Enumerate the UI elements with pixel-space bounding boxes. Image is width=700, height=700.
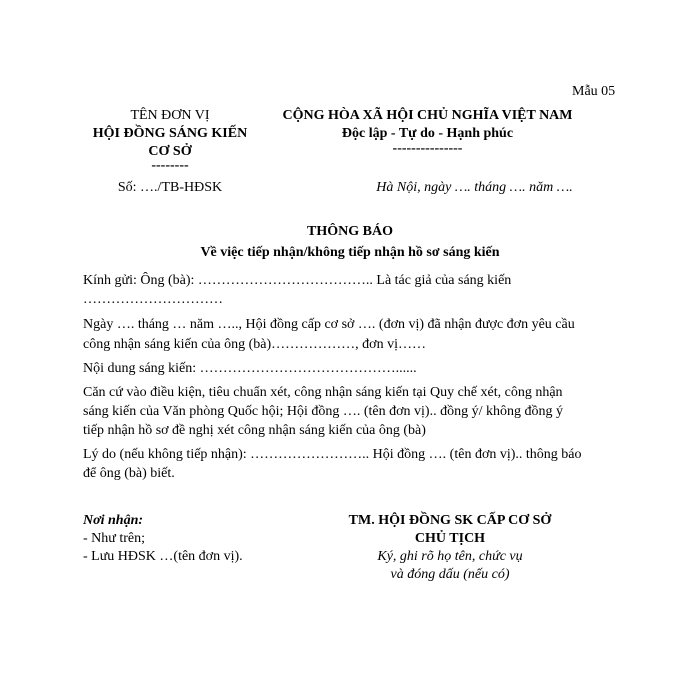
recipients-heading: Nơi nhận: (83, 513, 144, 528)
reason-paragraph-line2: để ông (bà) biết. (83, 466, 175, 481)
basis-paragraph-line1: Căn cứ vào điều kiện, tiêu chuẩn xét, công nhận sáng kiến tại Quy chế xét, công nhận (83, 385, 563, 400)
salutation-line: Kính gửi: Ông (bà): ……………………………….. Là tác giả của sáng kiến (83, 273, 512, 288)
recipient-item: - Lưu HĐSK …(tên đơn vị). (83, 549, 243, 564)
signature-instruction-2: và đóng dấu (nếu có) (390, 567, 510, 582)
form-code: Mẫu 05 (572, 84, 616, 99)
basis-paragraph-line2: sáng kiến của Văn phòng Quốc hội; Hội đồng …. (tên đơn vị).. đồng ý/ không đồng ý (83, 404, 563, 419)
signature-instruction: Ký, ghi rõ họ tên, chức vụ (377, 549, 523, 564)
unit-name: TÊN ĐƠN VỊ (130, 108, 210, 123)
receipt-paragraph-line1: Ngày …. tháng … năm ….., Hội đồng cấp cơ sở …. (đơn vị) đã nhận được đơn yêu cầu (83, 317, 575, 332)
council-name-line2: CƠ SỞ (148, 144, 192, 159)
document-title: THÔNG BÁO (307, 224, 393, 239)
republic-heading: CỘNG HÒA XÃ HỘI CHỦ NGHĨA VIỆT NAM (282, 108, 573, 123)
national-motto: Độc lập - Tự do - Hạnh phúc (341, 126, 514, 141)
initiative-content-line: Nội dung sáng kiến: ……………………………………...... (83, 361, 417, 376)
signature-org: TM. HỘI ĐỒNG SK CẤP CƠ SỞ (348, 513, 552, 528)
recipient-item: - Như trên; (83, 531, 146, 546)
right-separator: --------------- (392, 141, 463, 156)
basis-paragraph-line3: tiếp nhận hồ sơ đề nghị xét công nhận sáng kiến của ông (bà) (83, 423, 426, 438)
reason-paragraph-line1: Lý do (nếu không tiếp nhận): …………………….. Hội đồng …. (tên đơn vị).. thông báo (83, 447, 582, 462)
council-name-line1: HỘI ĐỒNG SÁNG KIẾN (92, 126, 248, 141)
left-separator: -------- (151, 158, 189, 173)
document-subtitle: Về việc tiếp nhận/không tiếp nhận hồ sơ sáng kiến (200, 245, 500, 260)
receipt-paragraph-line2: công nhận sáng kiến của ông (bà)………………, đơn vị…… (83, 337, 426, 352)
signature-title: CHỦ TỊCH (414, 531, 486, 546)
salutation-line-2: ………………………… (83, 292, 223, 307)
document-number: Số: …./TB-HĐSK (117, 180, 223, 195)
place-date: Hà Nội, ngày …. tháng …. năm …. (376, 180, 573, 195)
